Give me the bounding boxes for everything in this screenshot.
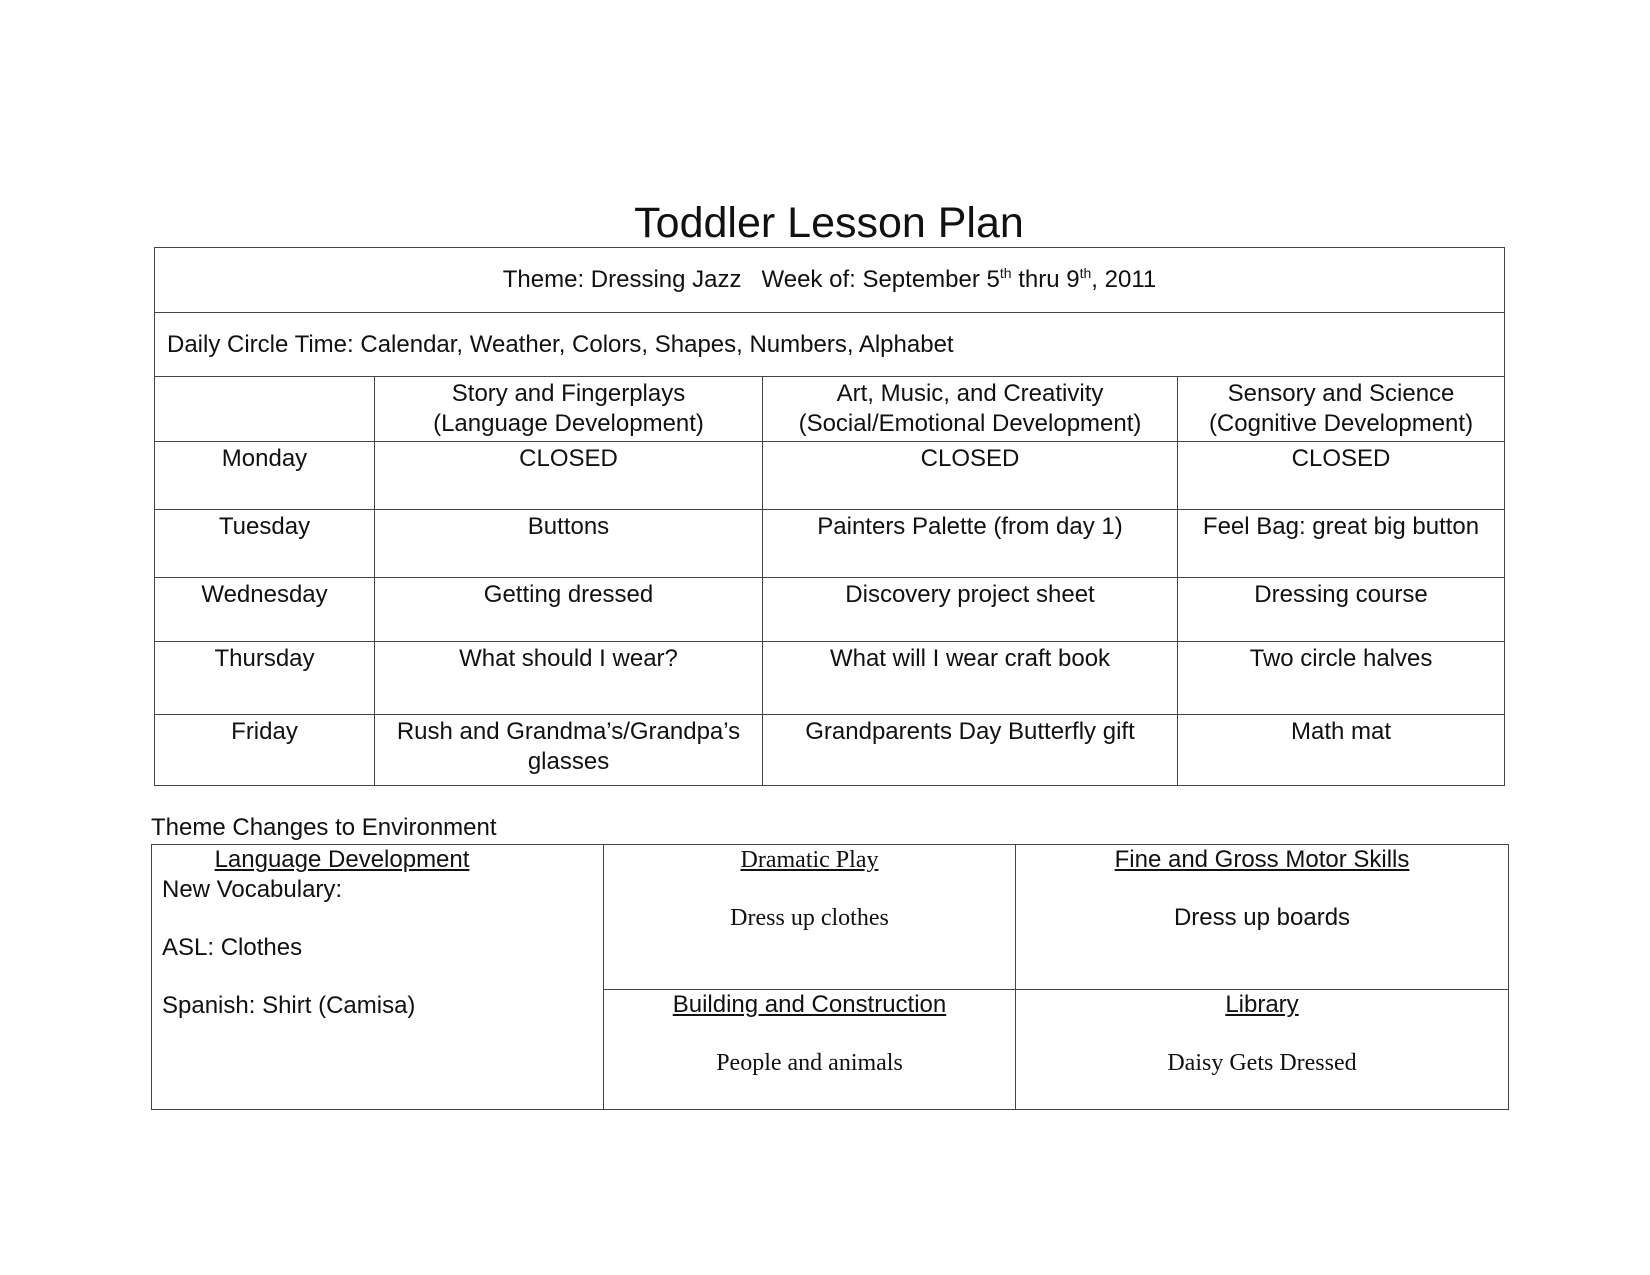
motor-skills-cell bbox=[1016, 845, 1509, 990]
lesson-plan-table bbox=[154, 247, 1505, 786]
week-start-suffix: th bbox=[999, 265, 1012, 281]
table-row bbox=[155, 715, 1505, 786]
theme-cell bbox=[155, 248, 1505, 313]
spacer bbox=[1016, 1020, 1508, 1048]
art-cell: CLOSED bbox=[763, 442, 1178, 510]
spacer bbox=[604, 875, 1015, 903]
building-cell bbox=[604, 990, 1016, 1110]
spacer bbox=[604, 1020, 1015, 1048]
daily-circle-row bbox=[155, 313, 1505, 377]
art-cell: Grandparents Day Butterfly gift bbox=[763, 715, 1178, 786]
library-cell bbox=[1016, 990, 1509, 1110]
daily-circle-cell: Daily Circle Time: Calendar, Weather, Colors, Shapes, Numbers, Alphabet bbox=[155, 313, 1505, 377]
header-art-line1: Art, Music, and Creativity bbox=[836, 380, 1104, 407]
header-sensory-line1: Sensory and Science bbox=[1227, 380, 1455, 407]
day-cell: Monday bbox=[155, 442, 375, 510]
story-cell: CLOSED bbox=[375, 442, 763, 510]
asl-text: ASL: Clothes bbox=[162, 934, 303, 961]
week-end-suffix: th bbox=[1079, 265, 1092, 281]
sensory-cell: Dressing course bbox=[1178, 578, 1505, 642]
library-content: Daisy Gets Dressed bbox=[1167, 1050, 1357, 1076]
building-heading: Building and Construction bbox=[672, 991, 947, 1018]
spanish-text: Spanish: Shirt (Camisa) bbox=[162, 992, 416, 1019]
story-cell: Buttons bbox=[375, 510, 763, 578]
week-text: Week of: September 5 bbox=[761, 266, 1000, 293]
table-row bbox=[155, 578, 1505, 642]
table-row bbox=[155, 642, 1505, 715]
week-thru-text: thru 9 bbox=[1011, 266, 1080, 293]
spacer bbox=[1016, 875, 1508, 903]
table-row bbox=[155, 510, 1505, 578]
day-cell: Wednesday bbox=[155, 578, 375, 642]
header-story-line1: Story and Fingerplays bbox=[451, 380, 686, 407]
sensory-cell: CLOSED bbox=[1178, 442, 1505, 510]
library-heading: Library bbox=[1225, 991, 1299, 1018]
story-cell: What should I wear? bbox=[375, 642, 763, 715]
spacer bbox=[162, 905, 603, 933]
language-heading: Language Development bbox=[214, 846, 470, 873]
day-cell: Thursday bbox=[155, 642, 375, 715]
header-art bbox=[763, 377, 1178, 442]
dramatic-play-heading: Dramatic Play bbox=[740, 847, 879, 873]
page-title: Toddler Lesson Plan bbox=[634, 199, 1024, 247]
vocab-text: New Vocabulary: bbox=[162, 876, 343, 903]
header-art-line2: (Social/Emotional Development) bbox=[798, 410, 1142, 437]
environment-label: Theme Changes to Environment bbox=[151, 814, 497, 841]
column-header-row bbox=[155, 377, 1505, 442]
header-sensory-line2: (Cognitive Development) bbox=[1208, 410, 1474, 437]
week-year-text: , 2011 bbox=[1091, 266, 1157, 293]
building-content: People and animals bbox=[716, 1050, 903, 1076]
dramatic-play-content: Dress up clothes bbox=[730, 905, 889, 931]
story-cell: Getting dressed bbox=[375, 578, 763, 642]
story-cell: Rush and Grandma’s/Grandpa’s glasses bbox=[375, 715, 763, 786]
sensory-cell: Math mat bbox=[1178, 715, 1505, 786]
header-story bbox=[375, 377, 763, 442]
art-cell: Discovery project sheet bbox=[763, 578, 1178, 642]
environment-row bbox=[152, 845, 1509, 990]
day-cell: Friday bbox=[155, 715, 375, 786]
theme-row bbox=[155, 248, 1505, 313]
art-cell: What will I wear craft book bbox=[763, 642, 1178, 715]
spacer bbox=[162, 963, 603, 991]
header-blank-cell bbox=[155, 377, 375, 442]
motor-skills-content: Dress up boards bbox=[1173, 904, 1351, 931]
sensory-cell: Feel Bag: great big button bbox=[1178, 510, 1505, 578]
table-row bbox=[155, 442, 1505, 510]
day-cell: Tuesday bbox=[155, 510, 375, 578]
art-cell: Painters Palette (from day 1) bbox=[763, 510, 1178, 578]
sensory-cell: Two circle halves bbox=[1178, 642, 1505, 715]
header-sensory bbox=[1178, 377, 1505, 442]
language-cell bbox=[152, 845, 604, 1110]
dramatic-play-cell bbox=[604, 845, 1016, 990]
header-story-line2: (Language Development) bbox=[433, 410, 704, 437]
motor-skills-heading: Fine and Gross Motor Skills bbox=[1114, 846, 1410, 873]
environment-table bbox=[151, 844, 1509, 1110]
theme-text: Theme: Dressing Jazz bbox=[502, 266, 742, 293]
